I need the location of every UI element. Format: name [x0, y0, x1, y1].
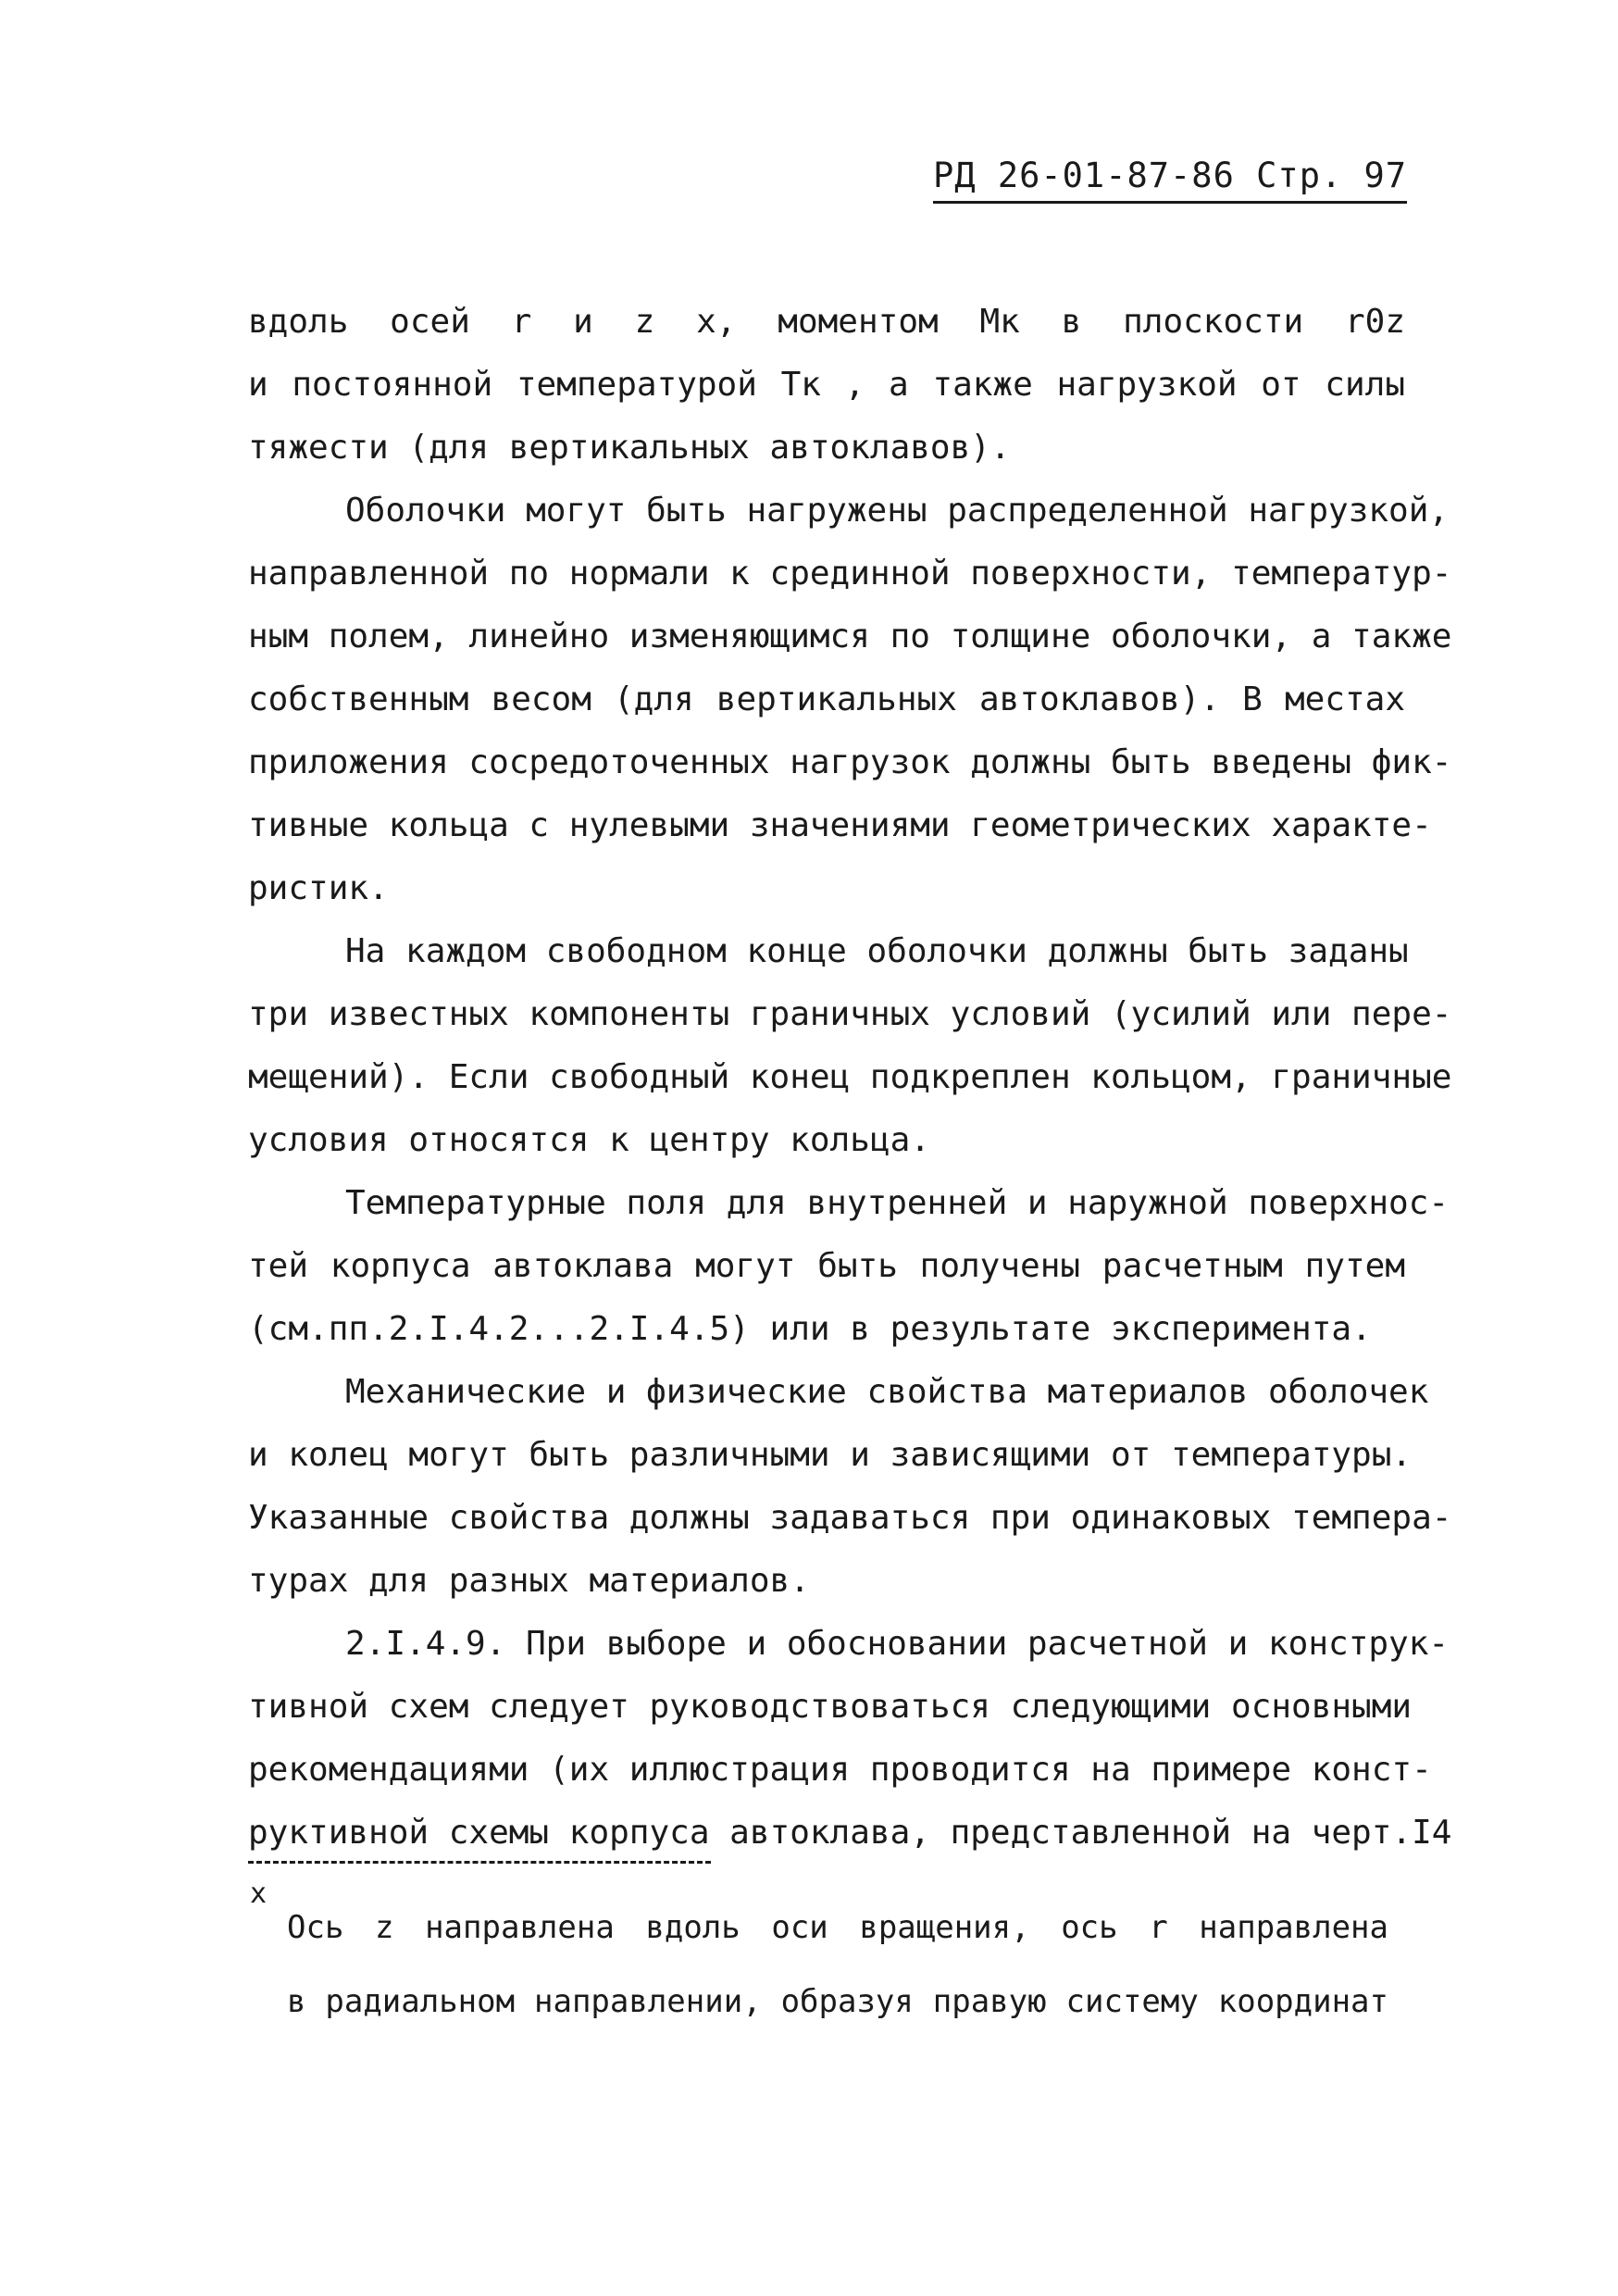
footnote-line: в радиальном направлении, образуя правую систему координат	[287, 1983, 1388, 2020]
text-line: руктивной схемы корпуса автоклава, представленной на черт.I4	[248, 1814, 1452, 1852]
text-line: направленной по нормали к срединной поверхности, температур-	[248, 555, 1452, 593]
text-line: мещений). Если свободный конец подкреплен кольцом, граничные	[248, 1058, 1452, 1096]
text-line: турах для разных материалов.	[248, 1562, 810, 1600]
text-line: тивной схем следует руководствоваться следующими основными	[248, 1688, 1413, 1726]
text-line: Механические и физические свойства материалов оболочек	[345, 1373, 1429, 1411]
text-line: ристик.	[248, 869, 389, 907]
text-line: вдоль осей r и z x, моментом Mк в плоскости r0z	[248, 303, 1405, 341]
footnote-line: Ось z направлена вдоль оси вращения, ось r направлена	[287, 1909, 1388, 1946]
text-line: тивные кольца с нулевыми значениями геометрических характе-	[248, 806, 1432, 844]
page-header-doc-ref: РД 26-01-87-86 Стр. 97	[933, 156, 1407, 204]
text-line: условия относятся к центру кольца.	[248, 1121, 930, 1159]
footnote	[287, 1890, 1388, 2039]
text-line: и колец могут быть различными и зависящими от температуры.	[248, 1436, 1413, 1474]
text-line: 2.I.4.9. При выборе и обосновании расчетной и конструк-	[345, 1625, 1450, 1663]
text-line: три известных компоненты граничных условий (усилий или пере-	[248, 995, 1452, 1033]
footnote-divider	[248, 1861, 711, 1864]
text-line: и постоянной температурой Tк , а также нагрузкой от силы	[248, 366, 1405, 404]
text-line: На каждом свободном конце оболочки должны быть заданы	[345, 932, 1409, 970]
text-line: собственным весом (для вертикальных автоклавов). В местах	[248, 680, 1405, 718]
text-line: Температурные поля для внутренней и наружной поверхнос-	[345, 1184, 1450, 1222]
text-line: Оболочки могут быть нагружены распределенной нагрузкой,	[345, 492, 1450, 530]
text-line: (см.пп.2.I.4.2...2.I.4.5) или в результате эксперимента.	[248, 1310, 1372, 1348]
text-line: тей корпуса автоклава могут быть получены расчетным путем	[248, 1247, 1405, 1285]
body-text	[248, 291, 1452, 1865]
text-line: приложения сосредоточенных нагрузок должны быть введены фик-	[248, 743, 1452, 781]
footnote-mark: x	[250, 1878, 268, 1910]
text-line: Указанные свойства должны задаваться при одинаковых темпера-	[248, 1499, 1452, 1537]
text-line: ным полем, линейно изменяющимся по толщине оболочки, а также	[248, 618, 1452, 655]
text-line: рекомендациями (их иллюстрация проводится на примере конст-	[248, 1751, 1432, 1789]
text-line: тяжести (для вертикальных автоклавов).	[248, 429, 1011, 467]
